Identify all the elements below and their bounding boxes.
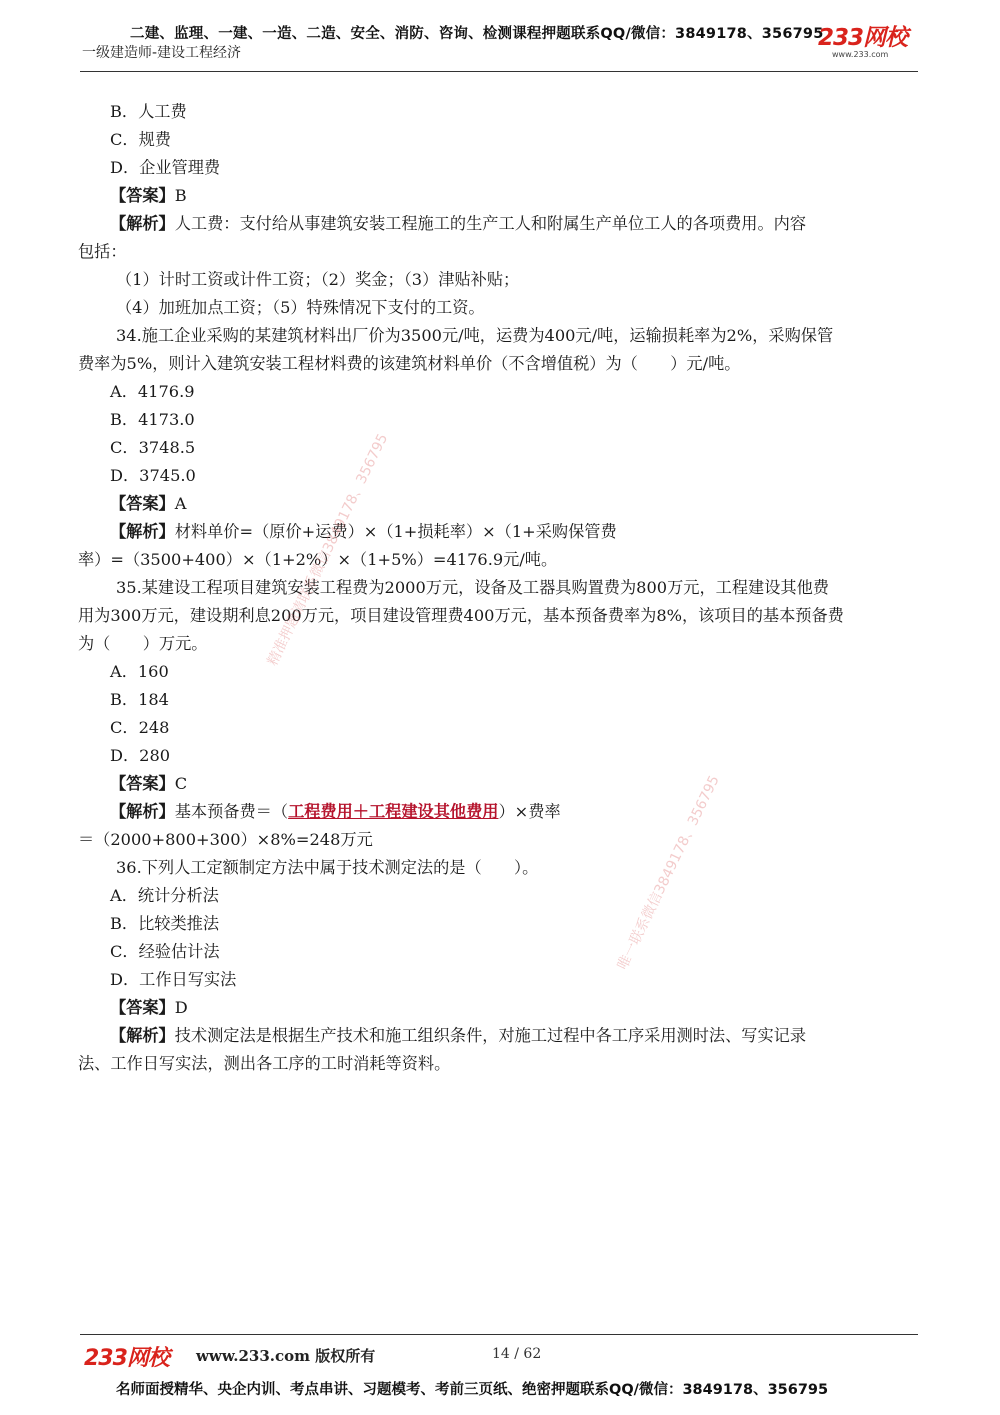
- option-d: D．企业管理费: [110, 158, 221, 177]
- logo-url: www.233.com: [832, 50, 889, 59]
- q34-answer-row: [78, 490, 923, 518]
- answer-value: B: [174, 186, 187, 205]
- q35-analysis-row: [78, 798, 923, 826]
- option-c: C．规费: [110, 130, 171, 149]
- q36-option-b: B．比较类推法: [110, 914, 220, 933]
- analysis-highlight: 工程费用＋工程建设其他费用: [288, 802, 499, 821]
- watermark-2: 唯一联系微信3849178、356795: [614, 773, 723, 973]
- q36-option-a: A．统计分析法: [110, 886, 219, 905]
- analysis-text-post: ）×费率: [498, 802, 561, 821]
- analysis-continuation: 包括：: [78, 242, 127, 261]
- answer-value: C: [174, 774, 188, 793]
- q35-analysis-cont: ＝（2000+800+300）×8%=248万元: [78, 830, 373, 849]
- page-number: 14 / 62: [492, 1346, 542, 1362]
- q34-option-a: A．4176.9: [110, 382, 195, 401]
- watermark-1: 精准押题请联系微信3849178、356795: [264, 431, 392, 669]
- analysis-row: [78, 210, 923, 238]
- q36-analysis-cont: 法、工作日写实法，测出各工序的工时消耗等资料。: [78, 1054, 451, 1073]
- header-divider: [80, 71, 918, 72]
- footer-divider: [80, 1334, 918, 1335]
- q36-option-d: D．工作日写实法: [110, 970, 237, 989]
- answer-value: D: [174, 998, 188, 1017]
- question-35-stem-cont: 用为300万元，建设期利息200万元，项目建设管理费400万元，基本预备费率为8%，该项目的基本预备费: [78, 606, 844, 625]
- footer-promo: 名师面授精华、央企内训、考点串讲、习题模考、考前三页纸、绝密押题联系QQ/微信：3849178、356795: [116, 1382, 829, 1398]
- analysis-label: 【解析】: [110, 522, 175, 541]
- q36-answer-row: [78, 994, 923, 1022]
- question-34-stem: 34.施工企业采购的某建筑材料出厂价为3500元/吨，运费为400元/吨，运输损耗率为2%，采购保管: [116, 326, 834, 345]
- analysis-label: 【解析】: [110, 214, 175, 233]
- analysis-label: 【解析】: [110, 1026, 175, 1045]
- logo-text: 233网校: [818, 25, 908, 51]
- question-35-stem-end: 为（ ）万元。: [78, 634, 208, 653]
- q34-option-c: C．3748.5: [110, 438, 196, 457]
- answer-label: 【答案】: [110, 998, 175, 1017]
- brand-logo: [818, 26, 918, 62]
- option-b: B．人工费: [110, 102, 187, 121]
- document-subtitle: 一级建造师-建设工程经济: [82, 45, 242, 61]
- question-35-stem: 35.某建设工程项目建筑安装工程费为2000万元，设备及工器具购置费为800万元，工程建设其他费: [116, 578, 829, 597]
- footer-logo: 233网校: [84, 1346, 169, 1371]
- q36-analysis-row: [78, 1022, 923, 1050]
- answer-value: A: [174, 494, 187, 513]
- question-34-stem-cont: 费率为5%，则计入建筑安装工程材料费的该建筑材料单价（不含增值税）为（ ）元/吨。: [78, 354, 741, 373]
- q34-analysis-row: [78, 518, 923, 546]
- analysis-list-2: （4）加班加点工资；（5）特殊情况下支付的工资。: [116, 298, 485, 317]
- q35-option-c: C．248: [110, 718, 170, 737]
- page-content: [78, 98, 923, 1078]
- analysis-text: 技术测定法是根据生产技术和施工组织条件，对施工过程中各工序采用测时法、写实记录: [174, 1026, 807, 1045]
- answer-label: 【答案】: [110, 186, 175, 205]
- q35-option-d: D．280: [110, 746, 171, 765]
- analysis-text: 材料单价=（原价+运费）×（1+损耗率）×（1+采购保管费: [174, 522, 617, 541]
- q34-option-d: D．3745.0: [110, 466, 196, 485]
- q35-option-a: A．160: [110, 662, 169, 681]
- analysis-list-1: （1）计时工资或计件工资；（2）奖金；（3）津贴补贴；: [116, 270, 520, 289]
- footer-copyright: www.233.com 版权所有: [196, 1347, 376, 1365]
- answer-label: 【答案】: [110, 774, 175, 793]
- analysis-label: 【解析】: [110, 802, 175, 821]
- q34-analysis-cont: 率）=（3500+400）×（1+2%）×（1+5%）=4176.9元/吨。: [78, 550, 558, 569]
- q36-option-c: C．经验估计法: [110, 942, 220, 961]
- header-promo: 二建、监理、一建、一造、二造、安全、消防、咨询、检测课程押题联系QQ/微信：3849178、356795: [130, 26, 824, 42]
- q35-option-b: B．184: [110, 690, 169, 709]
- question-36-stem: 36.下列人工定额制定方法中属于技术测定法的是（ ）。: [116, 858, 539, 877]
- analysis-text: 人工费：支付给从事建筑安装工程施工的生产工人和附属生产单位工人的各项费用。内容: [174, 214, 807, 233]
- q34-option-b: B．4173.0: [110, 410, 195, 429]
- q35-answer-row: [78, 770, 923, 798]
- analysis-text-pre: 基本预备费＝（: [174, 802, 289, 821]
- answer-label: 【答案】: [110, 494, 175, 513]
- answer-row: [78, 182, 923, 210]
